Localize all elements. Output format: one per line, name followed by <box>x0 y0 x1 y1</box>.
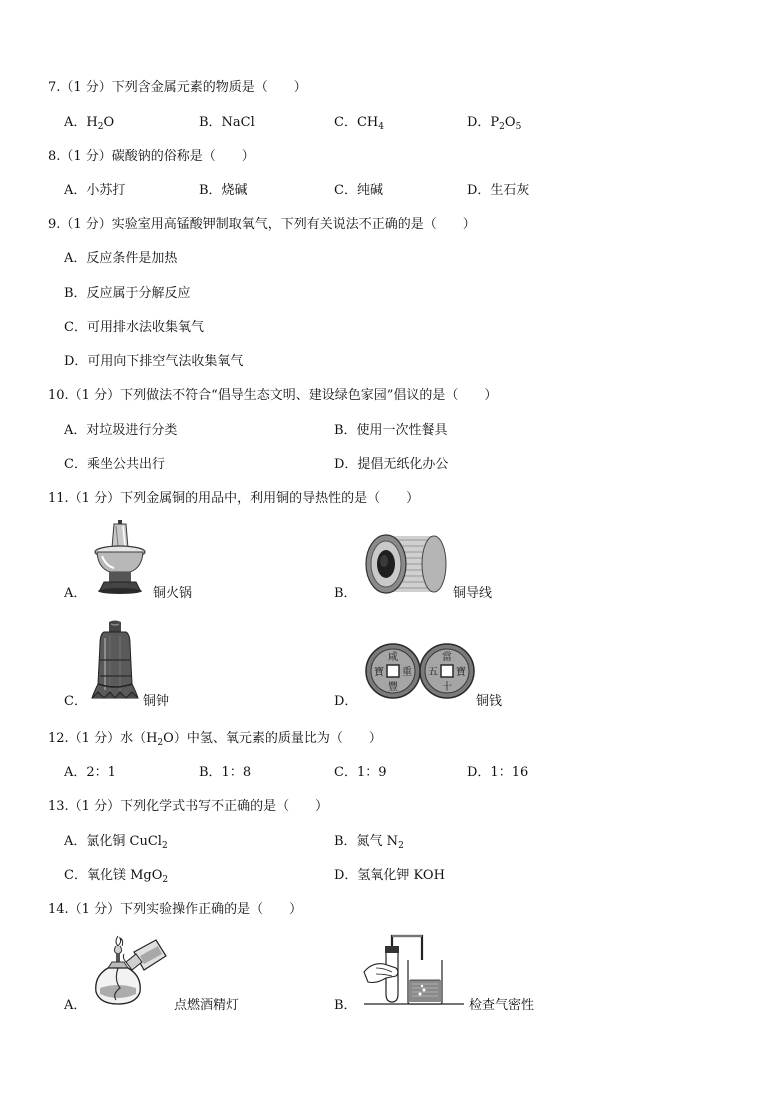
copper-hotpot-icon <box>92 518 148 596</box>
coin-right-char-left: 五 <box>428 667 438 678</box>
q7-option-b[interactable]: B．NaCl <box>199 115 255 130</box>
q14-a-caption: 点燃酒精灯 <box>174 998 240 1013</box>
coin-right-char-top: 當 <box>442 652 452 663</box>
q11-option-b[interactable]: B． <box>334 586 357 601</box>
coin-right-char-bottom: 十 <box>442 682 452 693</box>
q14-option-a[interactable]: A． <box>64 998 87 1013</box>
coin-left-char-right: 重 <box>402 667 412 678</box>
q11-a-caption: 铜火锅 <box>153 586 193 601</box>
q12-option-b[interactable]: B．1：8 <box>199 765 252 780</box>
coin-left-char-top: 咸 <box>388 652 398 663</box>
q11-d-caption: 铜钱 <box>476 694 503 709</box>
coin-left-char-bottom: 豐 <box>388 682 398 693</box>
q10-option-a[interactable]: A．对垃圾进行分类 <box>64 423 178 438</box>
alcohol-lamp-lighting-icon <box>90 932 170 1008</box>
copper-coins-icon <box>364 642 476 700</box>
q8-option-c[interactable]: C．纯碱 <box>334 183 383 198</box>
question-13-stem: 13.（1 分）下列化学式书写不正确的是（ ） <box>48 799 329 814</box>
q11-option-c[interactable]: C． <box>64 694 87 709</box>
q8-option-d[interactable]: D．生石灰 <box>467 183 530 198</box>
q13-option-d[interactable]: D．氢氧化钾 KOH <box>334 868 445 883</box>
q7-option-c[interactable]: C．$CH_4$ <box>334 115 384 132</box>
q12-option-a[interactable]: A．2：1 <box>64 765 116 780</box>
q9-option-a[interactable]: A．反应条件是加热 <box>64 251 178 266</box>
q14-b-caption: 检查气密性 <box>469 998 535 1013</box>
q11-option-a[interactable]: A． <box>64 586 87 601</box>
q10-option-d[interactable]: D．提倡无纸化办公 <box>334 457 449 472</box>
question-9-stem: 9.（1 分）实验室用高锰酸钾制取氧气，下列有关说法不正确的是（ ） <box>48 217 476 232</box>
q12-option-c[interactable]: C．1：9 <box>334 765 387 780</box>
q9-option-d[interactable]: D．可用向下排空气法收集氧气 <box>64 354 244 369</box>
copper-bell-icon <box>90 620 140 702</box>
q8-option-b[interactable]: B．烧碱 <box>199 183 248 198</box>
coin-left-char-left: 寶 <box>374 667 384 678</box>
copper-wire-spool-icon <box>362 532 450 596</box>
q7-option-d[interactable]: D．$P_2O_5$ <box>467 115 522 132</box>
gas-tightness-check-icon <box>362 932 466 1008</box>
q9-option-c[interactable]: C．可用排水法收集氧气 <box>64 320 204 335</box>
question-8-stem: 8.（1 分）碳酸钠的俗称是（ ） <box>48 149 255 164</box>
q11-b-caption: 铜导线 <box>453 586 493 601</box>
q9-option-b[interactable]: B．反应属于分解反应 <box>64 286 191 301</box>
q12-option-d[interactable]: D．1：16 <box>467 765 529 780</box>
q11-option-d[interactable]: D． <box>334 694 358 709</box>
coin-right-char-right: 寶 <box>456 667 466 678</box>
question-10-stem: 10.（1 分）下列做法不符合“倡导生态文明、建设绿色家园”倡议的是（ ） <box>48 388 498 403</box>
q13-option-a[interactable]: A．氯化铜 CuCl$_2$ <box>64 834 168 851</box>
q10-option-c[interactable]: C．乘坐公共出行 <box>64 457 165 472</box>
question-7-stem: 7.（1 分）下列含金属元素的物质是（ ） <box>48 80 307 95</box>
q11-c-caption: 铜钟 <box>143 694 170 709</box>
q13-option-b[interactable]: B．氮气 $N_2$ <box>334 834 404 851</box>
question-12-stem: 12.（1 分）水$(H_2O)$中氢、氧元素的质量比为（ ） <box>48 731 382 748</box>
q14-option-b[interactable]: B． <box>334 998 357 1013</box>
q8-option-a[interactable]: A．小苏打 <box>64 183 126 198</box>
q10-option-b[interactable]: B．使用一次性餐具 <box>334 423 448 438</box>
q7-option-a[interactable]: A．$H_2O$ <box>64 115 115 132</box>
question-11-stem: 11.（1 分）下列金属铜的用品中，利用铜的导热性的是（ ） <box>48 491 420 506</box>
q13-option-c[interactable]: C．氧化镁 MgO$_2$ <box>64 868 169 885</box>
question-14-stem: 14.（1 分）下列实验操作正确的是（ ） <box>48 902 303 917</box>
